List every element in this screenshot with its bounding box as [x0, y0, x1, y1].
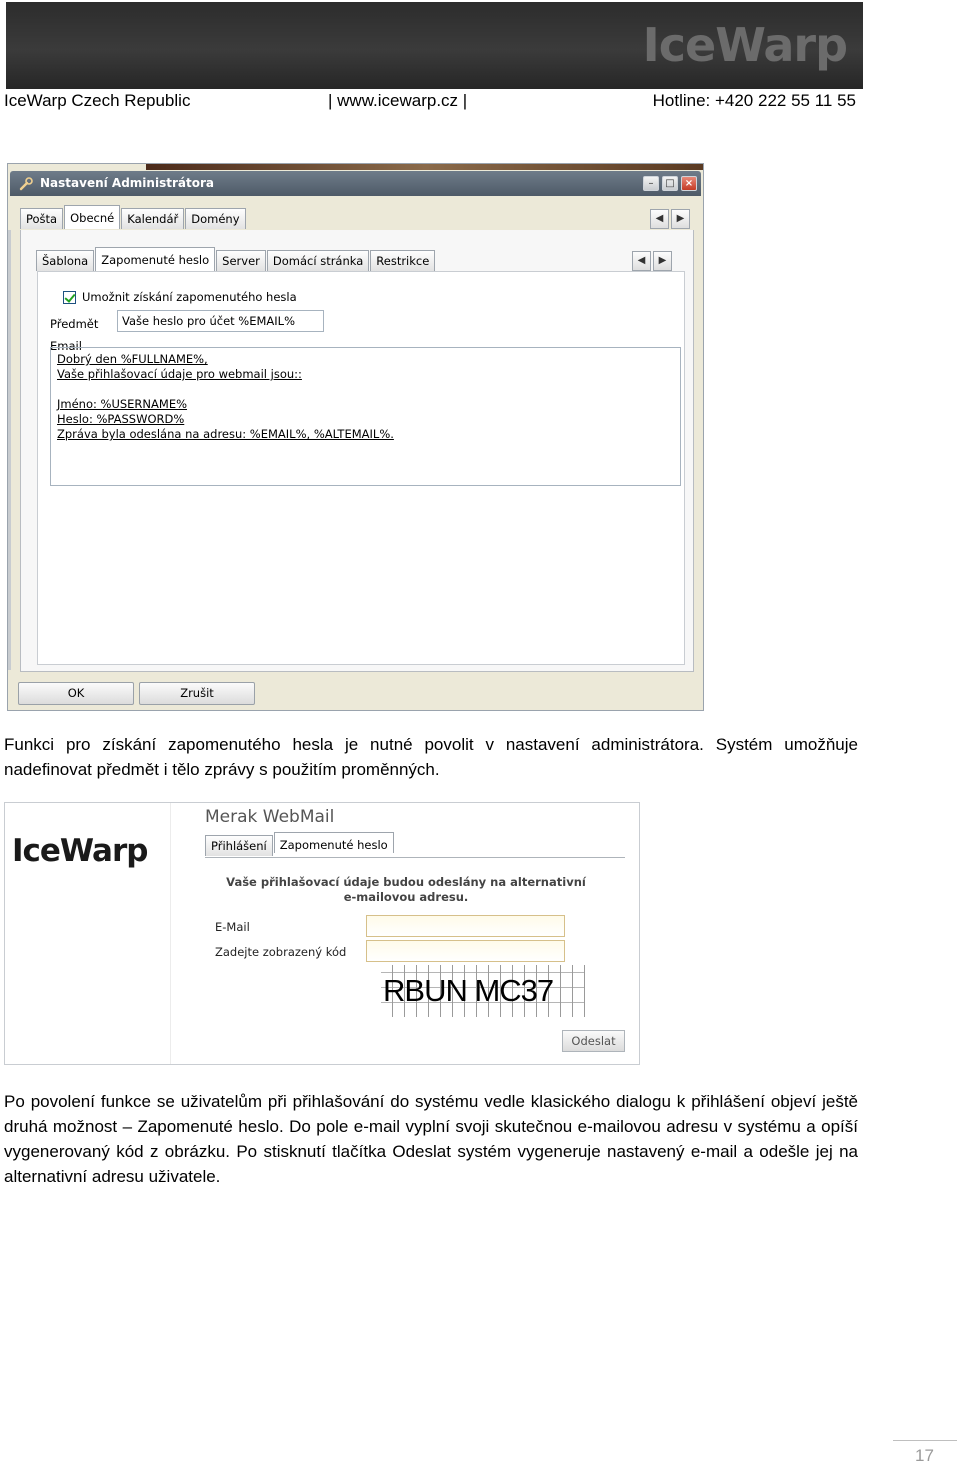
captcha-image: [381, 965, 585, 1017]
sub-tabs: [36, 250, 436, 271]
paragraph-webmail-description: Po povolení funkce se uživatelům při přihlašování do systému vedle klasického dialogu k přihlášení objeví ještě druhá možnost – Zapomenuté heslo. Do pole e-mail vyplní svoji skutečnou e-mailovou adresu v systému a opíší vygenerovaný kód z obrázku. Po stisknutí tlačítka Odeslat systém vygeneruje nastavený e-mail a odešle jej na alternativní adresu uživatele.: [4, 1092, 858, 1186]
captcha-label: Zadejte zobrazený kód: [215, 945, 347, 959]
info-message-line: e-mailovou adresu.: [343, 890, 469, 904]
tab-prihlaseni[interactable]: Přihlášení: [205, 835, 273, 856]
wrench-icon: [19, 177, 33, 191]
chevron-right-icon[interactable]: ▶: [653, 251, 672, 271]
ok-button[interactable]: OK: [18, 682, 134, 705]
icewarp-logo: IceWarp: [642, 18, 847, 72]
email-line: Vaše přihlašovací údaje pro webmail jsou::: [57, 367, 302, 381]
page-number-divider: [893, 1440, 957, 1441]
tab-zapomenute-heslo[interactable]: Zapomenuté heslo: [274, 832, 394, 853]
tab-domaci-stranka[interactable]: Domácí stránka: [267, 250, 369, 271]
email-label: Email: [50, 339, 82, 353]
email-input[interactable]: [366, 915, 565, 937]
tab-divider: [205, 857, 625, 858]
main-tabs: [20, 208, 247, 229]
chevron-left-icon[interactable]: ◀: [632, 251, 651, 271]
window-controls: [643, 176, 697, 191]
info-message: [215, 875, 597, 905]
tab-posta[interactable]: Pošta: [20, 208, 63, 229]
email-label: E-Mail: [215, 920, 250, 934]
hotline-text: Hotline: +420 222 55 11 55: [652, 91, 856, 110]
general-tab-panel: [20, 230, 694, 672]
chevron-right-icon[interactable]: ▶: [671, 209, 690, 229]
send-button[interactable]: Odeslat: [562, 1030, 625, 1052]
checkbox-label: Umožnit získání zapomenutého hesla: [82, 290, 297, 304]
close-button[interactable]: ×: [681, 176, 697, 191]
email-line: [57, 382, 674, 397]
maximize-button[interactable]: □: [662, 176, 678, 191]
forgotten-password-panel: [37, 271, 685, 665]
chevron-left-icon[interactable]: ◀: [650, 209, 669, 229]
email-line: Heslo: %PASSWORD%: [57, 412, 185, 426]
minimize-button[interactable]: –: [643, 176, 659, 191]
enable-forgot-password-row: [63, 290, 297, 304]
sub-tabs-scroll: [632, 251, 672, 271]
subject-label: Předmět: [50, 317, 99, 331]
dialog-title: Nastavení Administrátora: [40, 176, 214, 190]
email-body-textarea[interactable]: [50, 347, 681, 486]
tab-obecne[interactable]: Obecné: [64, 205, 120, 229]
captcha-text: RBUN MC37: [383, 973, 554, 1008]
icewarp-logo: IceWarp: [12, 833, 148, 869]
paragraph-admin-setting: Funkci pro získání zapomenutého hesla je nutné povolit v nastavení administrátora. Systém umožňuje nadefinovat předmět i tělo zprávy s použitím proměnných.: [4, 735, 858, 779]
email-line: Zpráva byla odeslána na adresu: %EMAIL%, %ALTEMAIL%.: [57, 427, 394, 441]
tab-server[interactable]: Server: [216, 250, 266, 271]
company-name: IceWarp Czech Republic: [4, 91, 191, 110]
email-line: Dobrý den %FULLNAME%,: [57, 352, 208, 366]
webmail-screenshot: [4, 802, 640, 1065]
website-link[interactable]: | www.icewarp.cz |: [328, 91, 468, 110]
main-tabs-scroll: [650, 209, 690, 229]
email-line: Jméno: %USERNAME%: [57, 397, 188, 411]
tab-restrikce[interactable]: Restrikce: [370, 250, 435, 271]
webmail-sidebar: [5, 803, 171, 1064]
panel-edge: [8, 230, 11, 670]
enable-forgot-password-checkbox[interactable]: [63, 291, 76, 304]
webmail-title: Merak WebMail: [205, 807, 335, 827]
captcha-input[interactable]: [366, 940, 565, 962]
cancel-button[interactable]: Zrušit: [139, 682, 255, 705]
tab-domeny[interactable]: Domény: [185, 208, 245, 229]
page-number: 17: [915, 1446, 934, 1465]
background-window-strip: [146, 164, 704, 170]
subject-input[interactable]: Vaše heslo pro účet %EMAIL%: [117, 310, 324, 332]
dialog-button-bar: [8, 672, 703, 711]
header-contact-line: [4, 90, 856, 112]
tab-sablona[interactable]: Šablona: [36, 250, 94, 271]
header-banner: [6, 2, 863, 89]
admin-settings-screenshot: [7, 163, 704, 711]
tab-kalendar[interactable]: Kalendář: [121, 208, 184, 229]
info-message-line: Vaše přihlašovací údaje budou odeslány na alternativní: [226, 875, 586, 889]
webmail-tabs: [205, 835, 395, 856]
dialog-titlebar: [10, 171, 701, 196]
tab-zapomenute-heslo[interactable]: Zapomenuté heslo: [95, 247, 215, 271]
